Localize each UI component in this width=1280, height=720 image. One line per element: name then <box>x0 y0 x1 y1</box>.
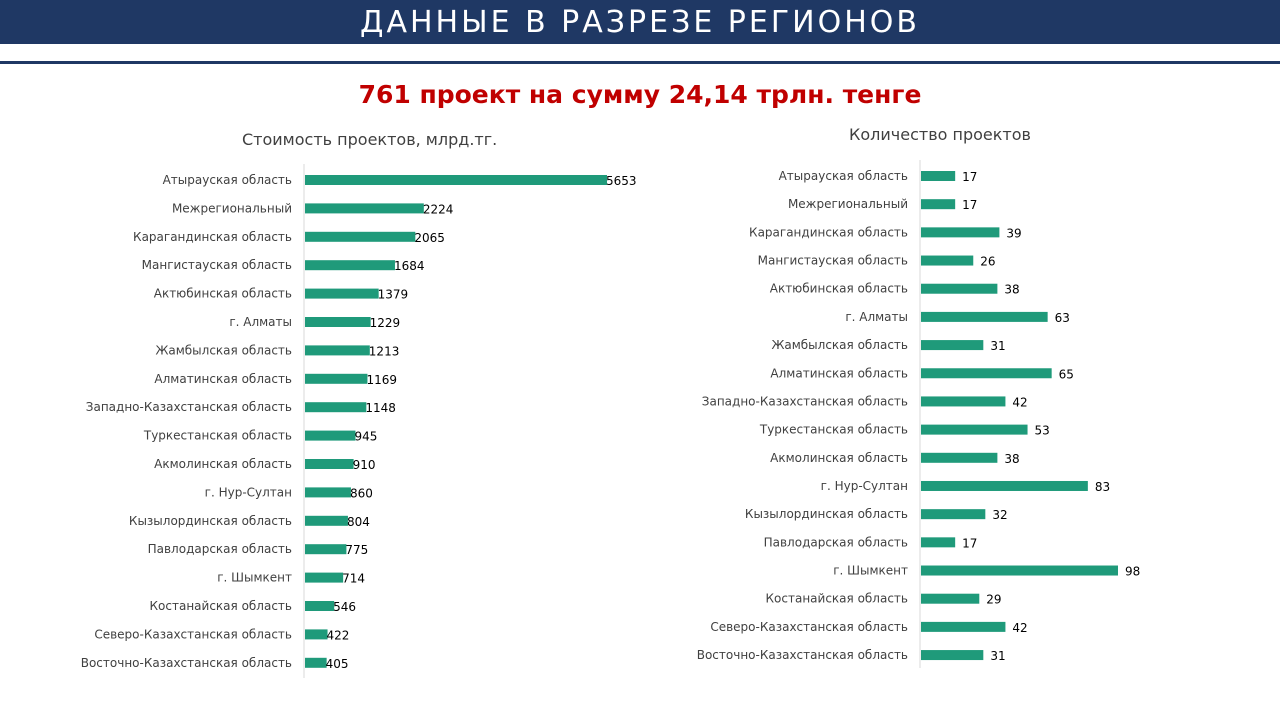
count-category-label: Алматинская область <box>770 366 908 381</box>
cost-category-label: Актюбинская область <box>153 286 292 301</box>
cost-category-label: Кызылординская область <box>128 513 292 528</box>
count-bar <box>921 171 955 181</box>
count-value-label: 39 <box>1006 226 1022 241</box>
count-category-label: Атырауская область <box>778 169 908 183</box>
cost-value-label: 775 <box>345 543 369 558</box>
count-category-label: г. Шымкент <box>833 563 908 578</box>
cost-category-label: Северо-Казахстанская область <box>94 627 292 642</box>
count-category-label: г. Нур-Султан <box>820 478 908 493</box>
cost-value-label: 1684 <box>393 259 425 274</box>
count-bar <box>921 340 983 350</box>
cost-chart <box>0 120 640 680</box>
cost-value-label: 422 <box>326 628 350 643</box>
cost-value-label: 1379 <box>377 287 409 302</box>
count-value-label: 31 <box>990 339 1006 354</box>
cost-value-label: 1148 <box>365 401 396 416</box>
count-value-label: 17 <box>962 198 978 213</box>
cost-bar <box>305 402 366 412</box>
count-bar <box>921 199 955 209</box>
cost-bar <box>305 317 371 327</box>
count-category-label: Карагандинская область <box>749 225 908 240</box>
cost-chart-title: Стоимость проектов, млрд.тг. <box>242 130 498 149</box>
count-value-label: 65 <box>1058 367 1074 382</box>
count-category-label: Межрегиональный <box>787 197 908 212</box>
count-category-label: Павлодарская область <box>763 535 908 550</box>
count-category-label: Западно-Казахстанская область <box>701 394 908 409</box>
cost-bar <box>305 658 327 668</box>
cost-value-label: 1169 <box>366 372 397 387</box>
count-category-label: Восточно-Казахстанская область <box>696 648 908 663</box>
cost-category-label: Мангистауская область <box>141 258 292 273</box>
cost-value-label: 546 <box>333 600 357 614</box>
count-bar <box>921 594 979 604</box>
count-category-label: Кызылординская область <box>744 507 908 522</box>
count-category-label: Северо-Казахстанская область <box>710 619 908 634</box>
count-bar <box>921 227 999 237</box>
count-bar <box>921 312 1048 322</box>
count-category-label: Жамбылская область <box>771 338 908 353</box>
cost-category-label: г. Шымкент <box>217 570 292 585</box>
count-value-label: 29 <box>986 592 1002 607</box>
count-bar <box>921 396 1005 406</box>
page-subtitle: 761 проект на сумму 24,14 трлн. тенге <box>358 80 922 109</box>
cost-value-label: 910 <box>352 458 376 472</box>
cost-bar <box>305 175 607 185</box>
count-value-label: 26 <box>980 254 996 269</box>
cost-value-label: 405 <box>325 656 349 671</box>
cost-category-label: Костанайская область <box>149 599 292 613</box>
cost-bar <box>305 260 395 270</box>
cost-bar <box>305 516 348 526</box>
cost-value-label: 1229 <box>369 316 401 330</box>
cost-bar <box>305 345 370 355</box>
header-divider <box>0 61 1280 64</box>
cost-value-label: 2065 <box>414 230 445 245</box>
count-bar <box>921 650 983 660</box>
cost-bar <box>305 374 367 384</box>
cost-category-label: Карагандинская область <box>133 229 292 244</box>
cost-category-label: Акмолинская область <box>154 457 292 471</box>
cost-bar <box>305 544 346 554</box>
cost-value-label: 5653 <box>606 174 637 188</box>
cost-category-label: Атырауская область <box>162 173 292 187</box>
count-chart-plot <box>640 120 1280 680</box>
count-value-label: 53 <box>1034 423 1050 438</box>
header-banner <box>0 0 1280 44</box>
cost-value-label: 1213 <box>368 344 400 359</box>
count-bar <box>921 453 997 463</box>
cost-category-label: Туркестанская область <box>143 428 292 443</box>
count-category-label: Актюбинская область <box>769 281 908 296</box>
cost-category-label: Межрегиональный <box>171 201 292 216</box>
count-bar <box>921 622 1005 632</box>
count-value-label: 31 <box>990 649 1006 664</box>
cost-category-label: Жамбылская область <box>155 343 292 358</box>
cost-bar <box>305 601 334 611</box>
cost-bar <box>305 431 355 441</box>
cost-chart-plot <box>0 120 640 680</box>
cost-bar <box>305 459 354 469</box>
count-chart-title: Количество проектов <box>849 125 1031 144</box>
count-value-label: 17 <box>962 536 978 551</box>
cost-value-label: 2224 <box>422 202 454 217</box>
cost-category-label: г. Алматы <box>229 315 292 329</box>
count-category-label: Мангистауская область <box>757 253 908 268</box>
cost-value-label: 860 <box>349 486 373 501</box>
count-value-label: 63 <box>1054 310 1070 325</box>
count-value-label: 42 <box>1012 395 1028 410</box>
count-value-label: 38 <box>1004 451 1020 466</box>
cost-category-label: Западно-Казахстанская область <box>85 400 292 415</box>
count-bar <box>921 566 1118 576</box>
cost-bar <box>305 203 424 213</box>
count-category-label: Туркестанская область <box>759 422 908 437</box>
count-category-label: Акмолинская область <box>770 450 908 465</box>
count-category-label: Костанайская область <box>765 591 908 606</box>
count-value-label: 83 <box>1094 479 1111 494</box>
count-value-label: 98 <box>1125 564 1141 579</box>
page-title: ДАННЫЕ В РАЗРЕЗЕ РЕГИОНОВ <box>360 4 920 40</box>
count-value-label: 42 <box>1012 620 1028 635</box>
count-bar <box>921 481 1088 491</box>
count-value-label: 32 <box>992 508 1008 523</box>
count-bar <box>921 256 973 266</box>
count-bar <box>921 284 997 294</box>
count-bar <box>921 425 1028 435</box>
count-value-label: 17 <box>962 170 978 184</box>
cost-category-label: Восточно-Казахстанская область <box>80 655 292 670</box>
cost-bar <box>305 629 328 639</box>
cost-value-label: 714 <box>342 571 366 586</box>
count-chart <box>640 120 1280 680</box>
cost-bar <box>305 573 343 583</box>
count-bar <box>921 368 1052 378</box>
cost-value-label: 804 <box>346 514 370 529</box>
cost-bar <box>305 232 415 242</box>
count-category-label: г. Алматы <box>845 309 908 324</box>
count-bar <box>921 537 955 547</box>
cost-category-label: Алматинская область <box>154 371 292 386</box>
cost-value-label: 945 <box>354 429 378 444</box>
count-value-label: 38 <box>1004 282 1020 297</box>
cost-bar <box>305 289 379 299</box>
cost-bar <box>305 487 351 497</box>
cost-category-label: г. Нур-Султан <box>204 485 292 500</box>
cost-category-label: Павлодарская область <box>147 542 292 557</box>
count-bar <box>921 509 985 519</box>
